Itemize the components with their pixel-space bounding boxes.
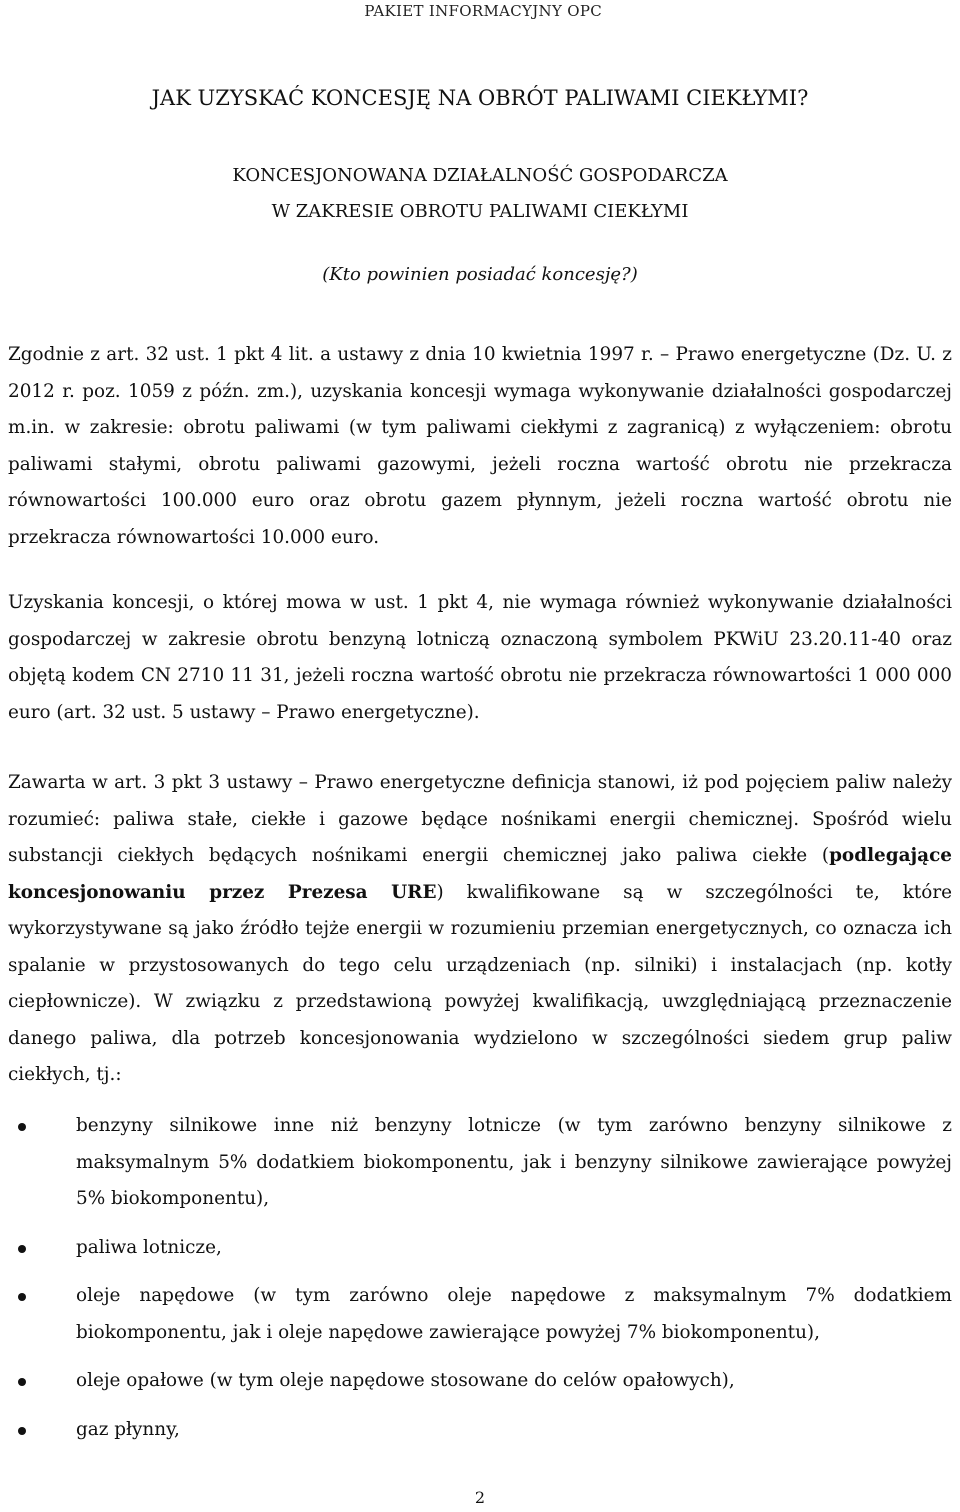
section-question: (Kto powinien posiadać koncesję?) — [322, 264, 638, 285]
list-item — [0, 1278, 960, 1351]
list-item — [0, 1363, 960, 1400]
paragraph-fuel-definition — [8, 765, 952, 1094]
bullet-icon — [18, 1123, 26, 1131]
list-item — [0, 1108, 960, 1218]
bullet-icon — [18, 1378, 26, 1386]
list-item-text: paliwa lotnicze, — [76, 1236, 222, 1258]
list-item-text: gaz płynny, — [76, 1418, 180, 1440]
document-header-label: PAKIET INFORMACYJNY OPC — [364, 2, 602, 20]
list-item — [0, 1412, 960, 1449]
document-title: JAK UZYSKAĆ KONCESJĘ NA OBRÓT PALIWAMI CIEKŁYMI? — [151, 86, 809, 110]
bullet-icon — [18, 1427, 26, 1435]
paragraph-fuel-definition-text-end: ) kwalifikowane są w szczególności te, które wykorzystywane są jako źródło tejże energii w rozumieniu przemian energetycznych, co oznacza ich spalanie w przystosowanych do tego celu urządzeniach (np. silniki) i instalacjach (np. kotły ciepłownicze). W związku z przedstawioną powyżej kwalifikacją, uwzględniającą przeznaczenie danego paliwa, dla potrzeb koncesjonowania wydzielono w szczególności siedem grup paliw ciekłych, tj.: — [8, 881, 953, 1085]
fuel-groups-list — [0, 1108, 960, 1460]
paragraph-fuel-definition-text-start: Zawarta w art. 3 pkt 3 ustawy – Prawo energetyczne definicja stanowi, iż pod pojęciem paliw należy rozumieć: paliwa stałe, ciekłe i gazowe będące nośnikami energii chemicznej. Spośród wielu substancji ciekłych będących nośnikami energii chemicznej jako paliwa ciekłe ( — [8, 772, 952, 866]
bullet-icon — [18, 1293, 26, 1301]
list-item — [0, 1230, 960, 1267]
subtitle-line-2: W ZAKRESIE OBROTU PALIWAMI CIEKŁYMI — [271, 201, 689, 222]
paragraph-exemption: Uzyskania koncesji, o której mowa w ust. 1 pkt 4, nie wymaga również wykonywanie działalności gospodarczej w zakresie obrotu benzyną lotniczą oznaczoną symbolem PKWiU 23.20.11-40 oraz objętą kodem CN 2710 11 31, jeżeli roczna wartość obrotu nie przekracza równowartości 1 000 000 euro (art. 32 ust. 5 ustawy – Prawo energetyczne). — [8, 592, 952, 723]
list-item-text: benzyny silnikowe inne niż benzyny lotnicze (w tym zarówno benzyny silnikowe z maksymalnym 5% dodatkiem biokomponentu, jak i benzyny silnikowe zawierające powyżej 5% biokomponentu), — [76, 1115, 952, 1209]
subtitle-line-1: KONCESJONOWANA DZIAŁALNOŚĆ GOSPODARCZA — [232, 165, 728, 186]
document-subtitle — [0, 158, 960, 230]
paragraph-legal-basis: Zgodnie z art. 32 ust. 1 pkt 4 lit. a ustawy z dnia 10 kwietnia 1997 r. – Prawo energetyczne (Dz. U. z 2012 r. poz. 1059 z późn. zm.), uzyskania koncesji wymaga wykonywanie działalności gospodarczej m.in. w zakresie: obrotu paliwami (w tym paliwami ciekłymi z zagranicą) z wyłączeniem: obrotu paliwami stałymi, obrotu paliwami gazowymi, jeżeli roczna wartość obrotu nie przekracza równowartości 100.000 euro oraz obrotu gazem płynnym, jeżeli roczna wartość obrotu nie przekracza równowartości 10.000 euro. — [8, 344, 952, 548]
bullet-icon — [18, 1245, 26, 1253]
list-item-text: oleje napędowe (w tym zarówno oleje napędowe z maksymalnym 7% dodatkiem biokomponentu, jak i oleje napędowe zawierające powyżej 7% biokomponentu), — [76, 1285, 952, 1343]
list-item-text: oleje opałowe (w tym oleje napędowe stosowane do celów opałowych), — [76, 1370, 735, 1391]
page-number: 2 — [474, 1488, 486, 1507]
paragraph-fuel-definition-bold: podlegające koncesjonowaniu przez Prezesa URE — [8, 845, 952, 903]
